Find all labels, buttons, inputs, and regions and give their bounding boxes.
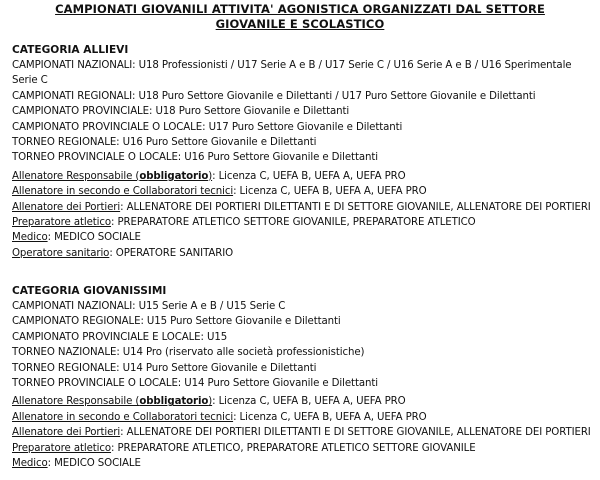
staff-label: Allenatore dei Portieri [12, 427, 121, 439]
section-allievi [12, 43, 592, 261]
staff-value: : Licenza C, UEFA B, UEFA A, UEFA PRO [212, 170, 406, 182]
staff-athletic [12, 441, 592, 456]
championship-line: CAMPIONATO PROVINCIALE: U18 Puro Settore Giovanile e Dilettanti [12, 106, 350, 118]
staff-value: : MEDICO SOCIALE [47, 232, 141, 244]
staff-value: : Licenza C, UEFA B, UEFA A, UEFA PRO [212, 396, 406, 408]
staff-value: : OPERATORE SANITARIO [109, 247, 234, 259]
section-heading: CATEGORIA ALLIEVI [12, 44, 129, 56]
staff-value: : Licenza C, UEFA B, UEFA A, UEFA PRO [233, 186, 427, 198]
staff-label: Allenatore dei Portieri [12, 201, 121, 213]
staff-value: : PREPARATORE ATLETICO SETTORE GIOVANILE, PREPARATORE ATLETICO [111, 217, 476, 229]
staff-label: Medico [12, 458, 48, 470]
championship-line: CAMPIONATO PROVINCIALE O LOCALE: U17 Puro Settore Giovanile e Dilettanti [12, 121, 403, 133]
championship-line: CAMPIONATO REGIONALE: U15 Puro Settore Giovanile e Dilettanti [12, 316, 341, 328]
championship-line: CAMPIONATO PROVINCIALE E LOCALE: U15 [12, 331, 228, 343]
staff-label: Preparatore atletico [12, 442, 112, 454]
staff-athletic [12, 215, 592, 230]
championship-line: TORNEO NAZIONALE: U14 Pro (riservato alle società professionistiche) [12, 347, 365, 359]
staff-assistant [12, 184, 592, 199]
staff-value: : ALLENATORE DEI PORTIERI DILETTANTI E DI SETTORE GIOVANILE, ALLENATORE DEI PORTIERI [120, 201, 591, 213]
staff-label: Allenatore Responsabile ( [12, 396, 140, 408]
staff-value: : PREPARATORE ATLETICO, PREPARATORE ATLETICO SETTORE GIOVANILE [111, 442, 476, 454]
staff-goalkeeper [12, 425, 592, 440]
staff-medic [12, 230, 592, 245]
page-title: CAMPIONATI GIOVANILI ATTIVITA' AGONISTICA ORGANIZZATI DAL SETTORE GIOVANILE E SCOLASTICO [55, 2, 545, 31]
staff-head-coach [12, 394, 592, 409]
required-flag: obbligatorio [139, 396, 209, 408]
staff-goalkeeper [12, 200, 592, 215]
championship-line: CAMPIONATI REGIONALI: U18 Puro Settore Giovanile e Dilettanti / U17 Puro Settore Giovanile e Dilettanti [12, 90, 536, 102]
staff-label: Preparatore atletico [12, 217, 112, 229]
staff-health [12, 246, 592, 261]
championship-line: TORNEO PROVINCIALE O LOCALE: U14 Puro Settore Giovanile e Dilettanti [12, 378, 378, 390]
staff-label: Allenatore in secondo e Collaboratori tecnici [12, 186, 234, 198]
staff-value: : MEDICO SOCIALE [47, 458, 141, 470]
staff-label-close: ) [208, 170, 213, 182]
staff-value: : ALLENATORE DEI PORTIERI DILETTANTI E DI SETTORE GIOVANILE, ALLENATORE DEI PORTIERI [120, 427, 591, 439]
championship-line: CAMPIONATI NAZIONALI: U15 Serie A e B / U15 Serie C [12, 301, 286, 312]
championship-line: CAMPIONATI NAZIONALI: U18 Professionisti / U17 Serie A e B / U17 Serie C / U16 Serie A e B / U16 Sperimentale Serie C [12, 60, 572, 87]
staff-label: Allenatore in secondo e Collaboratori tecnici [12, 411, 234, 423]
championship-line: TORNEO PROVINCIALE O LOCALE: U16 Puro Settore Giovanile e Dilettanti [12, 152, 378, 164]
section-heading: CATEGORIA GIOVANISSIMI [12, 285, 167, 297]
championship-line: TORNEO REGIONALE: U16 Puro Settore Giovanile e Dilettanti [12, 137, 317, 149]
staff-medic [12, 456, 592, 471]
staff-label: Allenatore Responsabile ( [12, 170, 140, 182]
staff-label: Medico [12, 232, 48, 244]
staff-label-close: ) [208, 396, 213, 408]
staff-head-coach [12, 169, 592, 184]
championship-line: TORNEO REGIONALE: U14 Puro Settore Giovanile e Dilettanti [12, 362, 317, 374]
staff-assistant [12, 410, 592, 425]
staff-value: : Licenza C, UEFA B, UEFA A, UEFA PRO [233, 411, 427, 423]
section-giovanissimi [12, 284, 592, 471]
required-flag: obbligatorio [139, 170, 209, 182]
staff-label: Operatore sanitario [12, 247, 110, 259]
